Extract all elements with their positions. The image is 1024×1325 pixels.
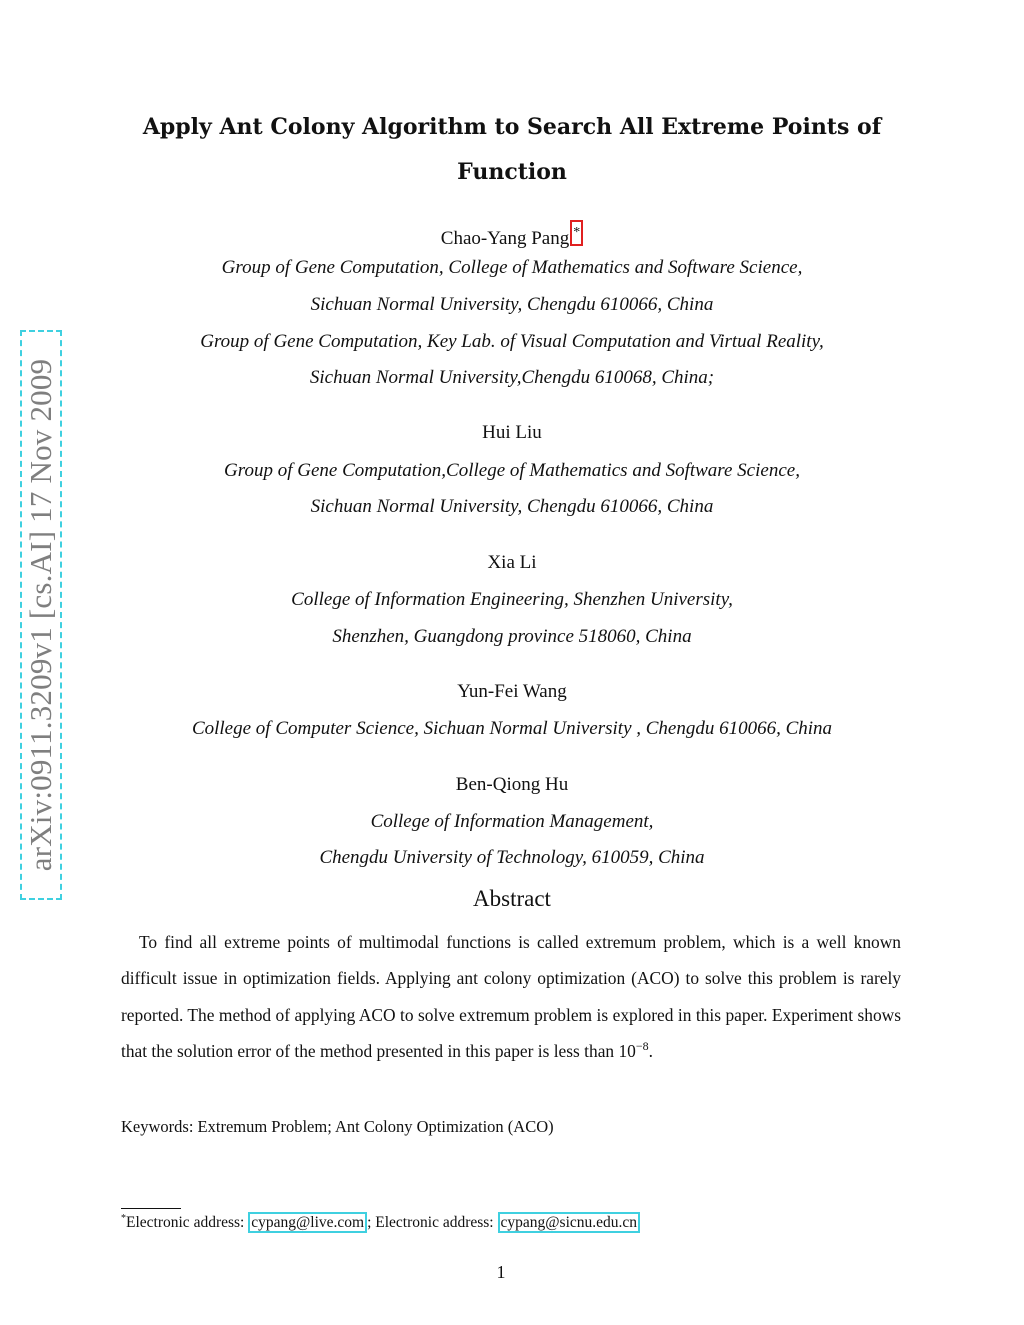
author-affiliation: College of Computer Science, Sichuan Normal University , Chengdu 610066, China — [191, 718, 833, 739]
keywords: Keywords: Extremum Problem; Ant Colony Optimization (ACO) — [121, 1117, 554, 1136]
abstract-text-end: . — [648, 1040, 653, 1061]
author-name: Chao-Yang Pang — [440, 228, 570, 249]
author-affiliation: Sichuan Normal University, Chengdu 610066, China — [310, 496, 714, 517]
author-affiliation: Sichuan Normal University, Chengdu 610066, China — [310, 294, 714, 315]
footnote-mark-link[interactable]: * — [570, 220, 583, 246]
author-3 — [100, 552, 924, 574]
abstract-exponent: −8 — [635, 1039, 649, 1054]
abstract-text: To find all extreme points of multimodal functions is called extremum problem, which is a well known difficult issue in optimization fields. Applying ant colony optimization (ACO) to solve this problem is rarely reported. The method of applying ACO to solve extremum problem is explored in this paper. Experiment shows that the solution error of the method presented in this paper is less than 10 — [121, 932, 901, 1061]
abstract-body — [121, 924, 901, 1069]
author-name: Hui Liu — [482, 422, 542, 443]
arxiv-identifier-stamp[interactable] — [20, 330, 62, 900]
footnote — [121, 1213, 921, 1232]
author-name: Yun-Fei Wang — [457, 681, 567, 702]
abstract-heading: Abstract — [473, 886, 551, 911]
email-link-2[interactable]: cypang@sicnu.edu.cn — [498, 1212, 641, 1233]
paper-title-line-2: Function — [457, 159, 567, 185]
author-1 — [100, 220, 924, 250]
author-affiliation: College of Information Engineering, Shenzhen University, — [291, 589, 733, 610]
author-2 — [100, 422, 924, 444]
footnote-mark: * — [121, 1213, 126, 1224]
author-affiliation: Group of Gene Computation, College of Mathematics and Software Science, — [221, 257, 803, 278]
paper-title-line-1: Apply Ant Colony Algorithm to Search All Extreme Points of — [142, 114, 882, 140]
author-5 — [100, 774, 924, 796]
author-name: Ben-Qiong Hu — [455, 774, 569, 795]
email-link-1[interactable]: cypang@live.com — [248, 1212, 367, 1233]
author-affiliation: Chengdu University of Technology, 610059, China — [319, 847, 705, 868]
author-4 — [100, 681, 924, 703]
arxiv-identifier-text: arXiv:0911.3209v1 [cs.AI] 17 Nov 2009 — [23, 358, 58, 872]
author-affiliation: Group of Gene Computation, Key Lab. of Visual Computation and Virtual Reality, — [200, 331, 824, 352]
author-name: Xia Li — [487, 552, 537, 573]
footnote-label: Electronic address: — [126, 1214, 249, 1232]
footnote-divider — [121, 1208, 181, 1209]
footnote-separator: ; Electronic address: — [367, 1214, 498, 1232]
author-affiliation: Group of Gene Computation,College of Mathematics and Software Science, — [224, 460, 800, 481]
page-number: 1 — [496, 1262, 506, 1282]
author-affiliation: College of Information Management, — [370, 811, 654, 832]
author-affiliation: Shenzhen, Guangdong province 518060, China — [332, 626, 692, 647]
author-affiliation: Sichuan Normal University,Chengdu 610068, China; — [309, 367, 715, 388]
